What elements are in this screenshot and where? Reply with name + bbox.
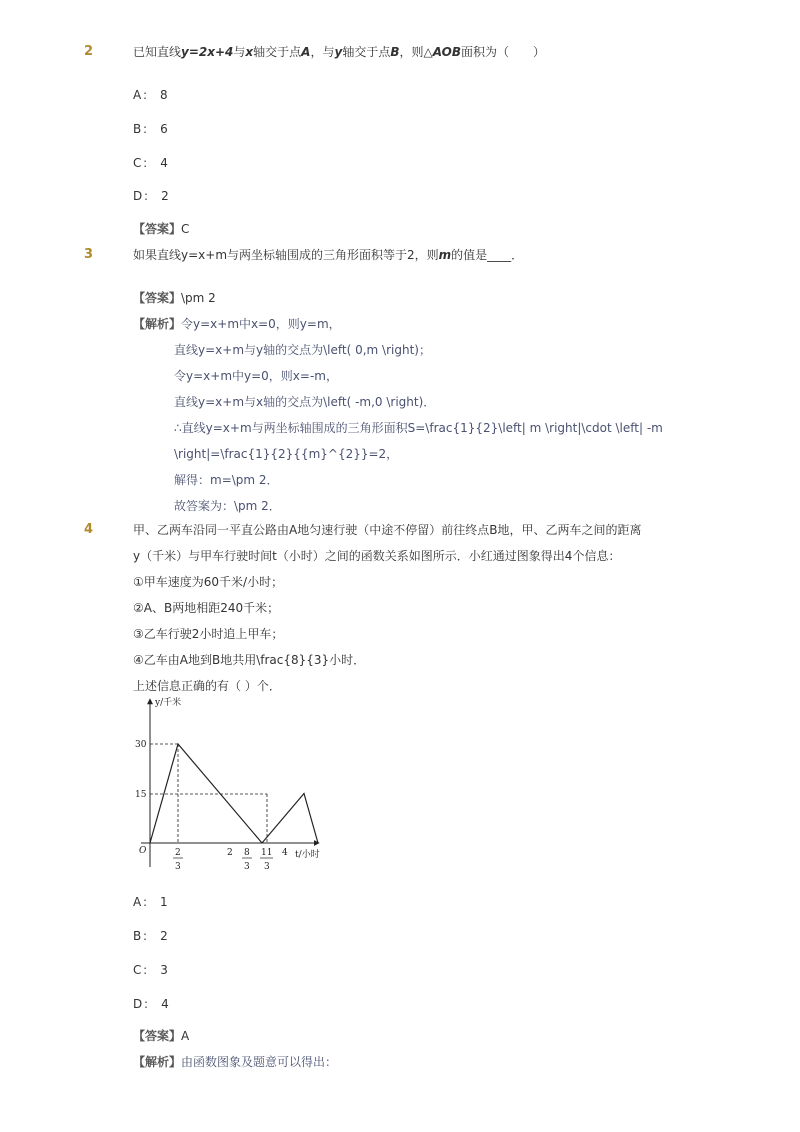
q3-analysis-line-3: 直线y=x+m与x轴的交点为\left( -m,0 \right)． — [174, 395, 436, 409]
q4-analysis — [133, 1054, 337, 1070]
q2-x-var: x — [245, 45, 254, 59]
q2-stem-g: 面积为（ ） — [461, 45, 546, 59]
q2-stem-c: 轴交于点 — [253, 45, 302, 59]
q2-stem-a: 已知直线 — [133, 45, 182, 59]
q2-option-c-letter: C： — [133, 156, 156, 170]
distance-time-graph — [131, 695, 331, 875]
x-tick-2: 2 — [227, 848, 233, 858]
question-number-2: 2 — [84, 44, 94, 59]
q2-option-a-letter: A： — [133, 88, 156, 102]
q3-answer — [133, 290, 216, 306]
origin-label: O — [139, 846, 147, 856]
q3-analysis-line-4: ∴直线y=x+m与两坐标轴围成的三角形面积S=\frac{1}{2}\left| m \right|\cdot \left| -m — [174, 421, 663, 435]
q4-analysis-label: 【解析】 — [133, 1055, 182, 1069]
y-axis-label: y/千米 — [155, 698, 182, 708]
q3-m-var: m — [438, 248, 452, 262]
q2-option-d[interactable] — [133, 187, 170, 204]
question-number-3: 3 — [84, 247, 94, 262]
question-number-4: 4 — [84, 522, 94, 537]
q2-option-b[interactable] — [133, 120, 169, 137]
q3-stem-b: 的值是____． — [451, 248, 524, 262]
q3-analysis-line-2: 令y=x+m中y=0，则x=-m， — [174, 369, 338, 383]
q2-stem-b: 与 — [233, 45, 246, 59]
q2-option-a-value: 8 — [160, 88, 169, 102]
q4-info-1: ①甲车速度为60千米/小时； — [133, 575, 284, 589]
q3-analysis-line-5: \right|=\frac{1}{2}{{m}^{2}}=2， — [174, 447, 399, 461]
question-3-stem — [133, 247, 523, 263]
q3-analysis — [133, 316, 341, 332]
x-tick-2-3-den: 3 — [175, 862, 181, 872]
q2-option-b-value: 6 — [160, 122, 169, 136]
x-tick-2-3 — [173, 848, 183, 872]
q2-option-a[interactable] — [133, 86, 169, 103]
q4-option-a-letter: A： — [133, 895, 156, 909]
q3-answer-value: \pm 2 — [181, 291, 216, 305]
q4-option-c-letter: C： — [133, 963, 156, 977]
q4-stem-line-2: y（千米）与甲车行驶时间t（小时）之间的函数关系如图所示．小红通过图象得出4个信息： — [133, 549, 621, 563]
q4-option-c[interactable] — [133, 961, 169, 978]
q4-analysis-first: 由函数图象及题意可以得出： — [181, 1055, 338, 1069]
q2-point-b: B — [390, 45, 400, 59]
q4-stem-line-1: 甲、乙两车沿同一平直公路由A地匀速行驶（中途不停留）前往终点B地，甲、乙两车之间的距离 — [133, 523, 642, 537]
q2-option-d-value: 2 — [161, 189, 170, 203]
q4-option-b-letter: B： — [133, 929, 156, 943]
q3-analysis-line-1: 直线y=x+m与y轴的交点为\left( 0,m \right)； — [174, 343, 431, 357]
q4-option-b[interactable] — [133, 927, 169, 944]
q3-answer-label: 【答案】 — [133, 291, 182, 305]
q3-analysis-line-7: 故答案为：\pm 2． — [174, 499, 281, 513]
x-tick-4: 4 — [282, 848, 288, 858]
x-tick-8-3 — [242, 848, 252, 872]
q4-info-2: ②A、B两地相距240千米； — [133, 601, 280, 615]
x-tick-11-3 — [260, 848, 273, 872]
x-tick-8-3-num: 8 — [244, 848, 250, 858]
q2-option-b-letter: B： — [133, 122, 156, 136]
x-axis-label: t/小时 — [295, 850, 320, 860]
q2-option-d-letter: D： — [133, 189, 157, 203]
q4-option-d-letter: D： — [133, 997, 157, 1011]
q4-info-4: ④乙车由A地到B地共用\frac{8}{3}小时． — [133, 653, 366, 667]
q2-option-c-value: 4 — [160, 156, 169, 170]
q2-option-c[interactable] — [133, 154, 169, 171]
q4-option-b-value: 2 — [160, 929, 169, 943]
x-tick-11-3-num: 11 — [261, 848, 273, 858]
q4-option-a[interactable] — [133, 893, 169, 910]
y-tick-15: 15 — [135, 790, 147, 800]
q4-answer — [133, 1028, 189, 1044]
q4-prompt: 上述信息正确的有（ ）个． — [133, 679, 281, 693]
distance-polyline — [150, 744, 318, 843]
q4-option-d[interactable] — [133, 995, 170, 1012]
q2-y-var: y — [334, 45, 343, 59]
q4-option-a-value: 1 — [160, 895, 169, 909]
q4-info-3: ③乙车行驶2小时追上甲车； — [133, 627, 284, 641]
q3-analysis-label: 【解析】 — [133, 317, 182, 331]
q4-answer-label: 【答案】 — [133, 1029, 182, 1043]
x-tick-11-3-den: 3 — [264, 862, 270, 872]
q3-stem-a: 如果直线y=x+m与两坐标轴围成的三角形面积等于2，则 — [133, 248, 439, 262]
q2-answer-label: 【答案】 — [133, 222, 182, 236]
q4-answer-value: A — [181, 1029, 190, 1043]
y-tick-30: 30 — [135, 740, 147, 750]
q2-stem-e: 轴交于点 — [342, 45, 391, 59]
q2-stem-f: ，则 — [399, 45, 424, 59]
q2-equation: y=2x+4 — [181, 45, 234, 59]
x-tick-8-3-den: 3 — [244, 862, 250, 872]
q2-answer — [133, 221, 189, 237]
q3-analysis-first: 令y=x+m中x=0，则y=m， — [181, 317, 341, 331]
q2-stem-d: ，与 — [310, 45, 335, 59]
q4-option-d-value: 4 — [161, 997, 170, 1011]
q2-answer-value: C — [181, 222, 190, 236]
q4-option-c-value: 3 — [160, 963, 169, 977]
q2-point-a: A — [301, 45, 311, 59]
q2-triangle: △AOB — [423, 45, 461, 59]
x-tick-2-3-num: 2 — [175, 848, 181, 858]
question-2-stem — [133, 44, 545, 60]
q3-analysis-line-6: 解得：m=\pm 2． — [174, 473, 279, 487]
